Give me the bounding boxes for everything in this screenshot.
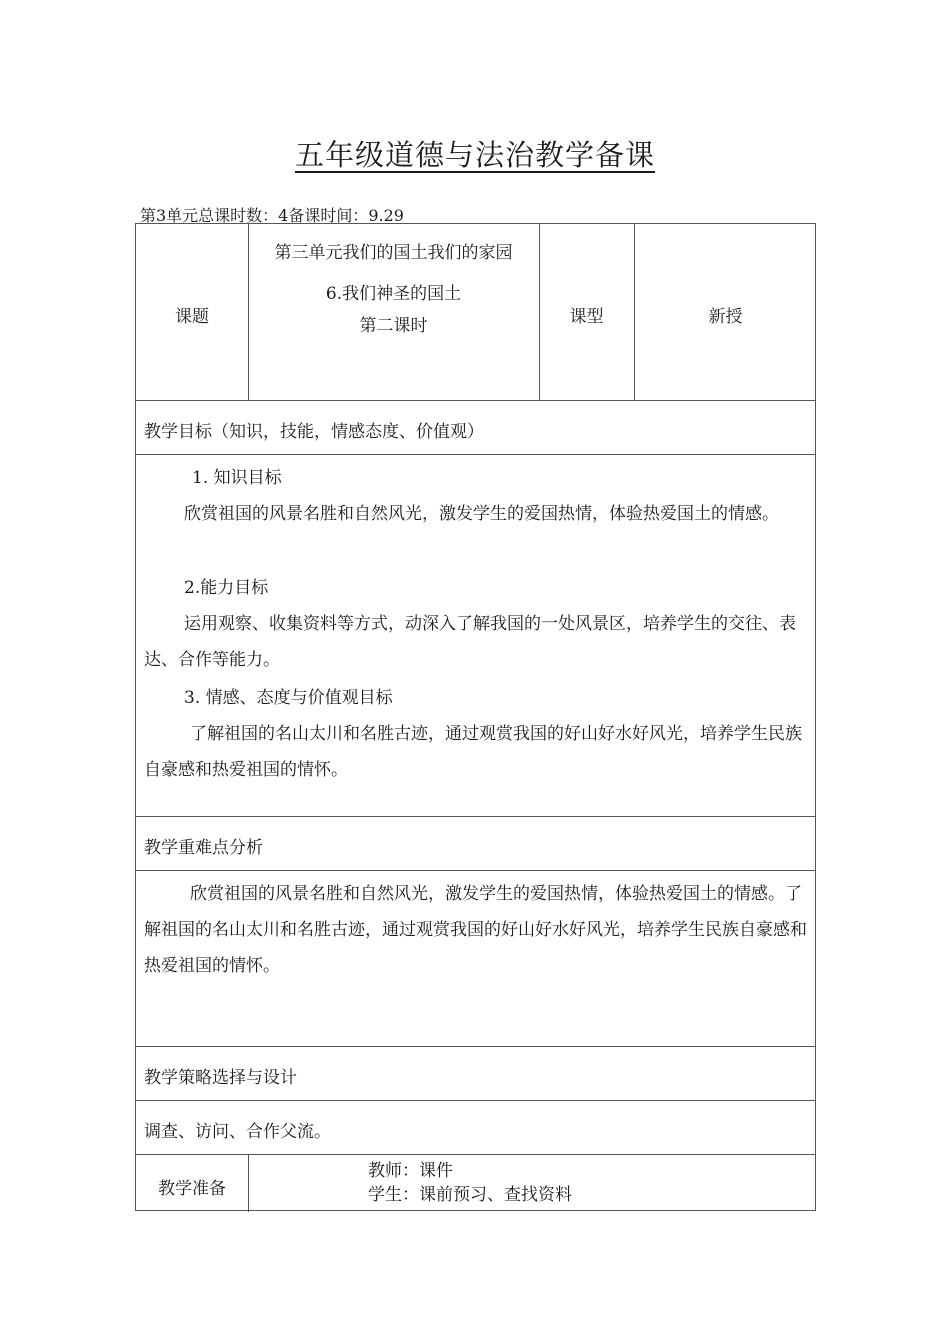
- row-divider: [136, 816, 815, 817]
- type-value: 新授: [708, 307, 743, 327]
- prep-teacher: 教师：课件: [368, 1161, 453, 1181]
- row-divider: [136, 400, 815, 401]
- topic-unit: 第三单元我们的国土我们的家园: [274, 243, 513, 263]
- prep-student: 学生：课前预习、查找资料: [368, 1185, 572, 1205]
- emotion-goal-title: 3. 情感、态度与价值观目标: [184, 688, 393, 708]
- column-divider: [248, 1154, 249, 1212]
- strategy-text: 调查、访问、合作父流。: [144, 1122, 331, 1142]
- keypoints-text: 欣赏祖国的风景名胜和自然风光，激发学生的爱国热情，体验热爱国土的情感。了解祖国的名山太川和名胜古迹，通过观赏我国的好山好水好风光，培养学生民族自豪感和热爱祖国的情怀。: [144, 884, 807, 976]
- ability-goal-title: 2.能力目标: [184, 578, 269, 598]
- row-divider: [136, 1154, 815, 1155]
- objectives-heading: 教学目标（知识，技能，情感态度、价值观）: [144, 422, 484, 442]
- row-divider: [136, 454, 815, 455]
- topic-period: 第二课时: [359, 316, 428, 336]
- strategy-heading: 教学策略选择与设计: [144, 1068, 297, 1088]
- emotion-goal-text: 了解祖国的名山太川和名胜古迹，通过观赏我国的好山好水好风光，培养学生民族自豪感和热爱祖国的情怀。: [144, 724, 802, 780]
- knowledge-goal-title: 1. 知识目标: [192, 468, 282, 488]
- ability-goal-text: 运用观察、收集资料等方式，动深入了解我国的一处风景区，培养学生的交往、表达、合作等能力。: [144, 614, 796, 670]
- lesson-plan-table: [135, 223, 816, 1211]
- row-divider: [136, 870, 815, 871]
- lesson-meta: 第3单元总课时数：4备课时间：9.29: [140, 206, 404, 225]
- prep-label: 教学准备: [158, 1179, 226, 1199]
- row-divider: [136, 1100, 815, 1101]
- topic-label: 课题: [175, 307, 209, 327]
- knowledge-goal-text: 欣赏祖国的风景名胜和自然风光，激发学生的爱国热情，体验热爱国土的情感。: [184, 504, 779, 524]
- document-title: 五年级道德与法治教学备课: [294, 138, 655, 172]
- topic-lesson: 6.我们神圣的国土: [325, 284, 462, 304]
- keypoints-heading: 教学重难点分析: [144, 838, 263, 858]
- row-divider: [136, 1046, 815, 1047]
- type-label: 课型: [569, 307, 604, 327]
